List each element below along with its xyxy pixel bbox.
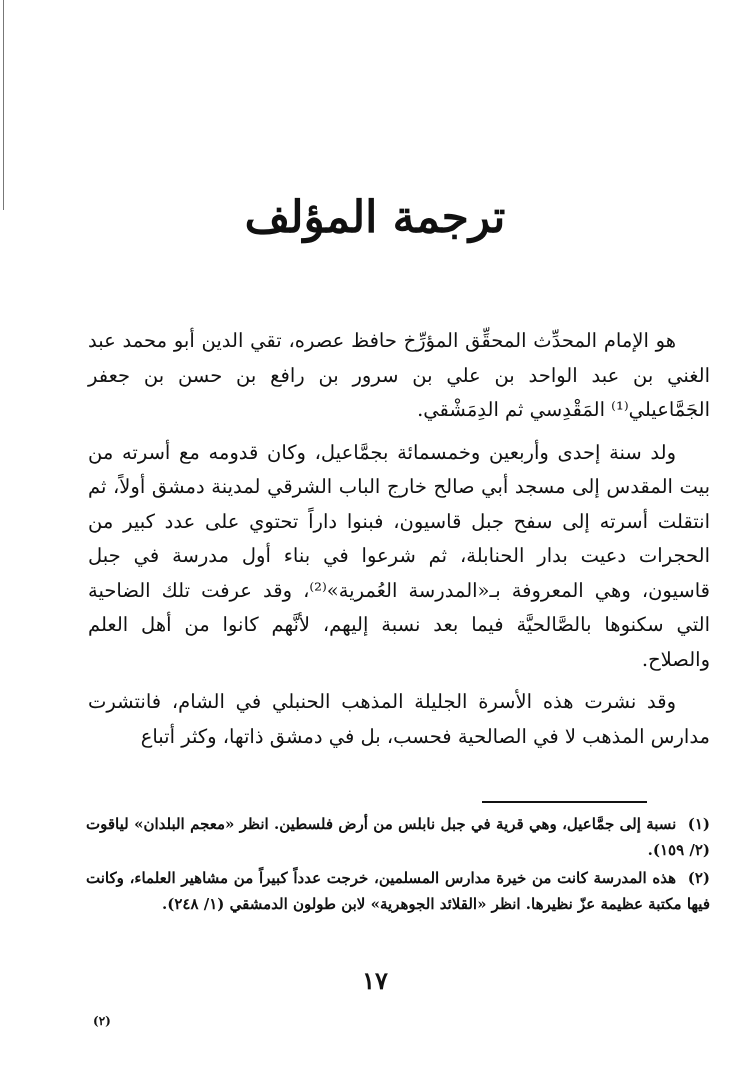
chapter-title: ترجمة المؤلف: [244, 192, 506, 243]
signature-mark: (٢): [93, 1014, 111, 1028]
footnote-text: هذه المدرسة كانت من خيرة مدارس المسلمين، خرجت عدداً كبيراً من مشاهير العلماء، وكانت فيها مكتبة عظيمة عزّ نظيرها. انظر «القلائد الجوهرية» لابن طولون الدمشقي (١/ ٢٤٨).: [86, 869, 710, 913]
page-edge-line: [3, 0, 4, 210]
footnotes: [86, 811, 710, 919]
footnote-1: [86, 811, 710, 863]
page-number: ١٧: [362, 966, 388, 995]
footnote-2: [86, 865, 710, 917]
footnote-separator: [482, 801, 647, 803]
body-text: [88, 324, 710, 762]
footnote-marker: (١): [687, 815, 711, 833]
footnote-text: نسبة إلى جمَّاعيل، وهي قرية في جبل نابلس من أرض فلسطين. انظر «معجم البلدان» لياقوت (٢/ ١٥٩).: [86, 815, 710, 859]
footnote-marker: (٢): [687, 869, 710, 887]
paragraph-1: هو الإمام المحدِّث المحقِّق المؤرِّخ حافظ عصره، تقي الدين أبو محمد عبد الغني بن عبد الواحد بن علي بن سرور بن رافع بن حسن بن جعفر الجَمَّاعيلي⁽¹⁾ المَقْدِسي ثم الدِمَشْقي.: [88, 329, 710, 421]
paragraph-2: ولد سنة إحدى وأربعين وخمسمائة بجمَّاعيل، وكان قدومه مع أسرته من بيت المقدس إلى مسجد أبي صالح خارج الباب الشرقي لمدينة دمشق أولاً، ثم انتقلت أسرته إلى سفح جبل قاسيون، فبنوا داراً تحتوي على عدد كبير من الحجرات دعيت بدار الحنابلة، ثم شرعوا في بناء أول مدرسة في جبل قاسيون، وهي المعروفة بـ«المدرسة العُمرية»⁽²⁾، وقد عرفت تلك الضاحية التي سكنوها بالصَّالحيَّة فيما بعد نسبة إليهم، لأنَّهم كانوا من أهل العلم والصلاح.: [88, 440, 710, 671]
paragraph-3: وقد نشرت هذه الأسرة الجليلة المذهب الحنبلي في الشام، فانتشرت مدارس المذهب لا في الصالحية فحسب، بل في دمشق ذاتها، وكثر أتباع: [88, 690, 710, 748]
